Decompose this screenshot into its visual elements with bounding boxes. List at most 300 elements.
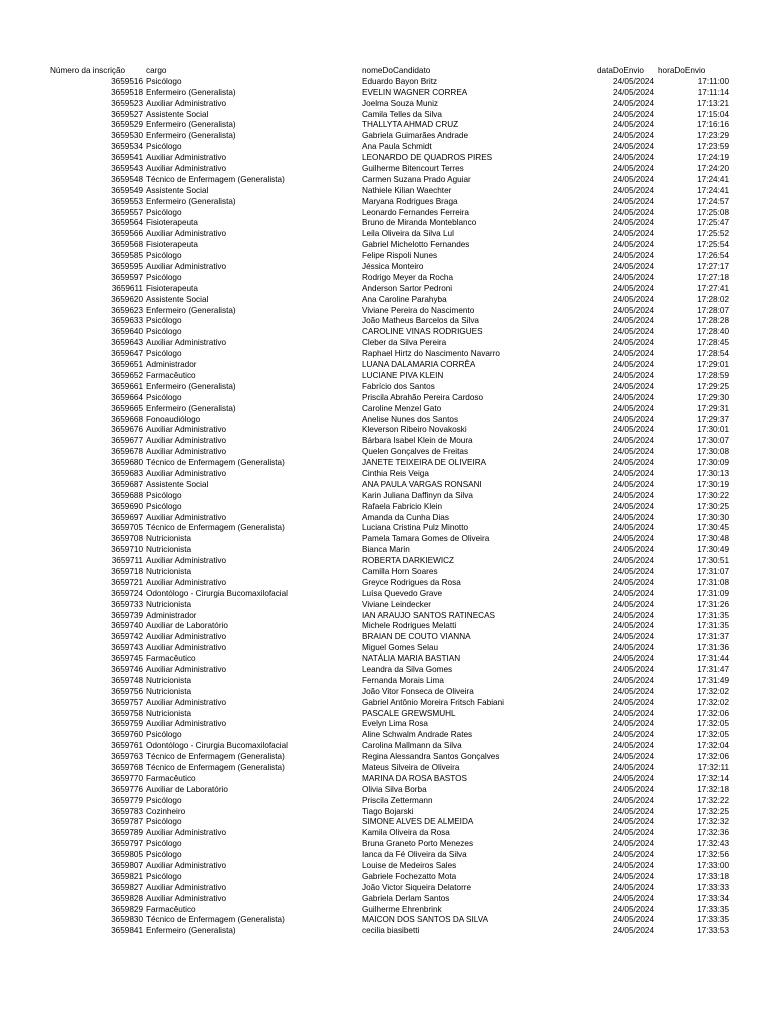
table-row (0, 545, 768, 556)
cell-hora: 17:32:02 (697, 686, 729, 696)
cell-cargo: Auxiliar Administrativo (146, 153, 227, 163)
table-row (0, 436, 768, 447)
cell-hora: 17:27:17 (697, 262, 729, 272)
cell-data: 24/05/2024 (613, 305, 654, 315)
cell-nome: Leonardo Fernandes Ferreira (362, 207, 469, 217)
cell-data: 24/05/2024 (613, 893, 654, 903)
cell-inscricao: 3659761 (111, 741, 143, 751)
cell-hora: 17:24:20 (697, 164, 729, 174)
cell-inscricao: 3659841 (111, 926, 143, 936)
cell-cargo: Nutricionista (146, 599, 192, 609)
cell-data: 24/05/2024 (613, 120, 654, 130)
cell-inscricao: 3659652 (111, 370, 143, 380)
cell-inscricao: 3659595 (111, 262, 143, 272)
cell-nome: ANA PAULA VARGAS RONSANI (362, 479, 482, 489)
table-row (0, 131, 768, 142)
cell-data: 24/05/2024 (613, 338, 654, 348)
cell-inscricao: 3659687 (111, 479, 143, 489)
cell-hora: 17:30:51 (697, 556, 729, 566)
cell-hora: 17:30:48 (697, 534, 729, 544)
cell-data: 24/05/2024 (613, 468, 654, 478)
cell-cargo: Fisioterapeuta (146, 218, 198, 228)
cell-inscricao: 3659797 (111, 839, 143, 849)
cell-data: 24/05/2024 (613, 882, 654, 892)
cell-cargo: Auxiliar Administrativo (146, 556, 227, 566)
cell-nome: ROBERTA DARKIEWICZ (362, 556, 455, 566)
table-row (0, 915, 768, 926)
table-row (0, 316, 768, 327)
cell-data: 24/05/2024 (613, 621, 654, 631)
cell-nome: Olivia Silva Borba (362, 784, 427, 794)
cell-cargo: Auxiliar Administrativo (146, 697, 227, 707)
table-row (0, 240, 768, 251)
cell-hora: 17:31:44 (697, 654, 729, 664)
cell-nome: CAROLINE VINAS RODRIGUES (362, 327, 483, 337)
cell-data: 24/05/2024 (613, 218, 654, 228)
cell-nome: Priscila Abrahão Pereira Cardoso (362, 392, 484, 402)
cell-cargo: Auxiliar Administrativo (146, 229, 227, 239)
cell-data: 24/05/2024 (613, 185, 654, 195)
cell-data: 24/05/2024 (613, 523, 654, 533)
cell-inscricao: 3659677 (111, 436, 143, 446)
cell-nome: Viviane Pereira do Nascimento (362, 305, 475, 315)
cell-inscricao: 3659789 (111, 828, 143, 838)
table-row (0, 382, 768, 393)
cell-nome: Miguel Gomes Selau (362, 643, 438, 653)
cell-data: 24/05/2024 (613, 294, 654, 304)
cell-hora: 17:32:14 (697, 773, 729, 783)
table-body (0, 77, 768, 937)
cell-nome: Viviane Leindecker (362, 599, 432, 609)
cell-cargo: Farmacêutico (146, 904, 196, 914)
table-row (0, 894, 768, 905)
cell-data: 24/05/2024 (613, 458, 654, 468)
cell-hora: 17:31:26 (697, 599, 729, 609)
table-row (0, 469, 768, 480)
cell-cargo: Fisioterapeuta (146, 283, 198, 293)
table-row (0, 491, 768, 502)
cell-data: 24/05/2024 (613, 436, 654, 446)
cell-nome: Tiago Bojarski (362, 806, 414, 816)
cell-nome: Gabriele Fochezatto Mota (362, 871, 457, 881)
table-row (0, 861, 768, 872)
cell-nome: Amanda da Cunha Dias (362, 512, 449, 522)
cell-data: 24/05/2024 (613, 316, 654, 326)
table-row (0, 763, 768, 774)
cell-nome: Greyce Rodrigues da Rosa (362, 577, 461, 587)
table-row (0, 229, 768, 240)
cell-hora: 17:30:08 (697, 447, 729, 457)
cell-hora: 17:32:11 (697, 763, 729, 772)
cell-hora: 17:16:16 (697, 120, 729, 130)
cell-cargo: Psicólogo (146, 207, 182, 217)
cell-inscricao: 3659529 (111, 120, 143, 130)
cell-data: 24/05/2024 (613, 98, 654, 108)
cell-nome: Joelma Souza Muniz (362, 98, 438, 108)
table-row (0, 709, 768, 720)
cell-cargo: Auxiliar Administrativo (146, 512, 227, 522)
cell-cargo: Nutricionista (146, 566, 192, 576)
header-data: dataDoEnvio (597, 66, 644, 75)
cell-hora: 17:32:32 (697, 817, 729, 827)
cell-cargo: Técnico de Enfermagem (Generalista) (146, 752, 285, 762)
cell-data: 24/05/2024 (613, 664, 654, 674)
cell-data: 24/05/2024 (613, 730, 654, 740)
cell-inscricao: 3659548 (111, 174, 143, 184)
cell-cargo: Técnico de Enfermagem (Generalista) (146, 763, 285, 772)
cell-data: 24/05/2024 (613, 915, 654, 925)
cell-data: 24/05/2024 (613, 861, 654, 871)
cell-inscricao: 3659746 (111, 664, 143, 674)
cell-cargo: Administrador (146, 360, 197, 370)
cell-inscricao: 3659597 (111, 272, 143, 282)
table-row (0, 120, 768, 131)
cell-data: 24/05/2024 (613, 512, 654, 522)
table-row (0, 687, 768, 698)
table-row (0, 77, 768, 88)
cell-nome: PASCALE GREWSMUHL (362, 708, 456, 718)
table-row (0, 752, 768, 763)
cell-cargo: Auxiliar Administrativo (146, 861, 227, 871)
cell-cargo: Psicólogo (146, 142, 182, 152)
cell-cargo: Psicólogo (146, 501, 182, 511)
cell-hora: 17:32:05 (697, 730, 729, 740)
table-row (0, 741, 768, 752)
cell-cargo: Assistente Social (146, 109, 209, 119)
cell-nome: NATÁLIA MARIA BASTIAN (362, 654, 461, 664)
cell-data: 24/05/2024 (613, 76, 654, 86)
cell-data: 24/05/2024 (613, 599, 654, 609)
cell-inscricao: 3659718 (111, 566, 143, 576)
cell-cargo: Auxiliar Administrativo (146, 164, 227, 174)
cell-hora: 17:28:28 (697, 316, 729, 326)
cell-cargo: Farmacêutico (146, 654, 196, 664)
cell-data: 24/05/2024 (613, 719, 654, 729)
table-row (0, 393, 768, 404)
cell-hora: 17:32:36 (697, 828, 729, 838)
cell-cargo: Auxiliar Administrativo (146, 338, 227, 348)
cell-data: 24/05/2024 (613, 327, 654, 337)
cell-cargo: Auxiliar de Laboratório (146, 784, 228, 794)
cell-nome: Luciana Cristina Pulz Minotto (362, 523, 469, 533)
cell-nome: Caroline Menzel Gato (362, 403, 442, 413)
cell-inscricao: 3659742 (111, 632, 143, 642)
cell-inscricao: 3659721 (111, 577, 143, 587)
table-row (0, 458, 768, 469)
cell-hora: 17:32:43 (697, 839, 729, 849)
cell-data: 24/05/2024 (613, 686, 654, 696)
cell-inscricao: 3659807 (111, 861, 143, 871)
cell-inscricao: 3659768 (111, 763, 143, 772)
table-row (0, 719, 768, 730)
cell-data: 24/05/2024 (613, 153, 654, 163)
table-row (0, 534, 768, 545)
cell-data: 24/05/2024 (613, 501, 654, 511)
cell-nome: LUANA DALAMARIA CORRÊA (362, 360, 476, 370)
cell-cargo: Auxiliar Administrativo (146, 98, 227, 108)
cell-inscricao: 3659759 (111, 719, 143, 729)
cell-cargo: Psicólogo (146, 349, 182, 359)
cell-cargo: Farmacêutico (146, 773, 196, 783)
table-row (0, 611, 768, 622)
cell-cargo: Psicólogo (146, 871, 182, 881)
cell-hora: 17:11:00 (697, 76, 729, 86)
table-row (0, 774, 768, 785)
cell-data: 24/05/2024 (613, 164, 654, 174)
cell-inscricao: 3659623 (111, 305, 143, 315)
table-row (0, 621, 768, 632)
cell-inscricao: 3659829 (111, 904, 143, 914)
cell-nome: Kleverson Ribeiro Novakoski (362, 425, 467, 435)
cell-data: 24/05/2024 (613, 109, 654, 119)
table-row (0, 306, 768, 317)
cell-inscricao: 3659821 (111, 871, 143, 881)
cell-inscricao: 3659518 (111, 87, 143, 97)
cell-inscricao: 3659611 (111, 283, 143, 293)
cell-hora: 17:32:22 (697, 795, 729, 805)
cell-nome: Guilherme Ehrenbrink (362, 904, 442, 914)
cell-nome: Bruna Graneto Porto Menezes (362, 839, 474, 849)
cell-data: 24/05/2024 (613, 479, 654, 489)
cell-hora: 17:33:35 (697, 904, 729, 914)
cell-hora: 17:32:02 (697, 697, 729, 707)
cell-hora: 17:30:22 (697, 490, 729, 500)
cell-hora: 17:32:05 (697, 719, 729, 729)
table-row (0, 513, 768, 524)
cell-inscricao: 3659564 (111, 218, 143, 228)
cell-hora: 17:30:19 (697, 479, 729, 489)
cell-cargo: Psicólogo (146, 272, 182, 282)
cell-cargo: Auxiliar Administrativo (146, 828, 227, 838)
cell-nome: Anelise Nunes dos Santos (362, 414, 459, 424)
cell-inscricao: 3659523 (111, 98, 143, 108)
cell-data: 24/05/2024 (613, 425, 654, 435)
cell-hora: 17:30:07 (697, 436, 729, 446)
cell-inscricao: 3659530 (111, 131, 143, 141)
cell-nome: João Matheus Barcelos da Silva (362, 316, 479, 326)
cell-hora: 17:31:49 (697, 675, 729, 685)
cell-hora: 17:32:18 (697, 784, 729, 794)
cell-hora: 17:29:31 (697, 403, 729, 413)
cell-hora: 17:28:40 (697, 327, 729, 337)
cell-cargo: Fisioterapeuta (146, 240, 198, 250)
cell-cargo: Psicólogo (146, 316, 182, 326)
cell-data: 24/05/2024 (613, 577, 654, 587)
cell-hora: 17:24:19 (697, 153, 729, 163)
cell-inscricao: 3659651 (111, 360, 143, 370)
cell-nome: Rodrigo Meyer da Rocha (362, 272, 454, 282)
cell-inscricao: 3659733 (111, 599, 143, 609)
cell-cargo: Auxiliar Administrativo (146, 664, 227, 674)
cell-nome: João Victor Siqueira Delatorre (362, 882, 472, 892)
cell-data: 24/05/2024 (613, 196, 654, 206)
cell-hora: 17:30:01 (697, 425, 729, 435)
cell-cargo: Técnico de Enfermagem (Generalista) (146, 458, 285, 468)
cell-nome: Gabriel Michelotto Fernandes (362, 240, 470, 250)
cell-nome: Leandra da Silva Gomes (362, 664, 453, 674)
cell-nome: MAICON DOS SANTOS DA SILVA (362, 915, 489, 925)
cell-inscricao: 3659534 (111, 142, 143, 152)
cell-data: 24/05/2024 (613, 839, 654, 849)
cell-nome: Camilla Horn Soares (362, 566, 438, 576)
cell-nome: Ana Paula Schmidt (362, 142, 432, 152)
cell-hora: 17:25:08 (697, 207, 729, 217)
cell-data: 24/05/2024 (613, 556, 654, 566)
cell-nome: Gabriela Guimarães Andrade (362, 131, 469, 141)
cell-data: 24/05/2024 (613, 675, 654, 685)
cell-data: 24/05/2024 (613, 763, 654, 772)
table-row (0, 828, 768, 839)
cell-nome: Cinthia Reis Veiga (362, 468, 429, 478)
cell-inscricao: 3659697 (111, 512, 143, 522)
cell-inscricao: 3659724 (111, 588, 143, 598)
cell-cargo: Psicólogo (146, 850, 182, 860)
cell-hora: 17:23:59 (697, 142, 729, 152)
cell-inscricao: 3659705 (111, 523, 143, 533)
cell-hora: 17:33:53 (697, 926, 729, 936)
header-cargo: cargo (146, 66, 167, 75)
table-row (0, 480, 768, 491)
cell-hora: 17:31:08 (697, 577, 729, 587)
cell-inscricao: 3659543 (111, 164, 143, 174)
cell-hora: 17:23:29 (697, 131, 729, 141)
cell-hora: 17:29:01 (697, 360, 729, 370)
cell-cargo: Enfermeiro (Generalista) (146, 305, 236, 315)
table-row (0, 99, 768, 110)
cell-hora: 17:33:34 (697, 893, 729, 903)
cell-inscricao: 3659739 (111, 610, 143, 620)
cell-nome: Guilherme Bitencourt Terres (362, 164, 464, 174)
cell-hora: 17:30:49 (697, 545, 729, 555)
cell-hora: 17:24:41 (697, 185, 729, 195)
cell-nome: Louise de Medeiros Sales (362, 861, 457, 871)
table-row (0, 883, 768, 894)
cell-cargo: Assistente Social (146, 185, 209, 195)
cell-inscricao: 3659770 (111, 773, 143, 783)
cell-data: 24/05/2024 (613, 632, 654, 642)
cell-hora: 17:25:47 (697, 218, 729, 228)
cell-hora: 17:29:30 (697, 392, 729, 402)
cell-nome: Aline Schwalm Andrade Rates (362, 730, 473, 740)
cell-cargo: Odontólogo - Cirurgia Bucomaxilofacial (146, 588, 288, 598)
cell-inscricao: 3659827 (111, 882, 143, 892)
cell-inscricao: 3659763 (111, 752, 143, 762)
cell-data: 24/05/2024 (613, 262, 654, 272)
cell-nome: MARINA DA ROSA BASTOS (362, 773, 467, 783)
cell-data: 24/05/2024 (613, 534, 654, 544)
cell-nome: Ana Caroline Parahyba (362, 294, 447, 304)
cell-nome: Jéssica Monteiro (362, 262, 424, 272)
cell-data: 24/05/2024 (613, 795, 654, 805)
cell-data: 24/05/2024 (613, 926, 654, 936)
cell-cargo: Nutricionista (146, 686, 192, 696)
cell-cargo: Auxiliar de Laboratório (146, 621, 228, 631)
table-row (0, 349, 768, 360)
cell-hora: 17:29:37 (697, 414, 729, 424)
cell-data: 24/05/2024 (613, 381, 654, 391)
cell-hora: 17:32:04 (697, 741, 729, 751)
cell-nome: THALLYTA AHMAD CRUZ (362, 120, 459, 130)
cell-inscricao: 3659783 (111, 806, 143, 816)
table-row (0, 850, 768, 861)
cell-nome: Felipe Rispoli Nunes (362, 251, 438, 261)
cell-cargo: Psicólogo (146, 392, 182, 402)
cell-cargo: Psicólogo (146, 251, 182, 261)
cell-nome: Rafaela Fabricio Klein (362, 501, 443, 511)
cell-nome: Mateus Silveira de Oliveira (362, 763, 460, 772)
cell-hora: 17:11:14 (697, 87, 729, 97)
cell-inscricao: 3659643 (111, 338, 143, 348)
cell-inscricao: 3659708 (111, 534, 143, 544)
cell-inscricao: 3659640 (111, 327, 143, 337)
cell-nome: Bianca Marin (362, 545, 410, 555)
cell-hora: 17:33:00 (697, 861, 729, 871)
cell-inscricao: 3659690 (111, 501, 143, 511)
table-row (0, 338, 768, 349)
cell-inscricao: 3659688 (111, 490, 143, 500)
header-inscricao: Número da inscrição (50, 66, 126, 75)
cell-cargo: Enfermeiro (Generalista) (146, 403, 236, 413)
cell-cargo: Enfermeiro (Generalista) (146, 926, 236, 936)
cell-hora: 17:15:04 (697, 109, 729, 119)
cell-data: 24/05/2024 (613, 392, 654, 402)
cell-cargo: Técnico de Enfermagem (Generalista) (146, 915, 285, 925)
cell-cargo: Cozinheiro (146, 806, 186, 816)
table-row (0, 807, 768, 818)
cell-cargo: Técnico de Enfermagem (Generalista) (146, 174, 285, 184)
cell-inscricao: 3659710 (111, 545, 143, 555)
cell-hora: 17:28:59 (697, 370, 729, 380)
header-nome: nomeDoCandidato (362, 66, 431, 75)
table-row (0, 632, 768, 643)
table-row (0, 447, 768, 458)
cell-nome: Fernanda Morais Lima (362, 675, 444, 685)
cell-data: 24/05/2024 (613, 784, 654, 794)
cell-cargo: Auxiliar Administrativo (146, 577, 227, 587)
cell-inscricao: 3659568 (111, 240, 143, 250)
cell-data: 24/05/2024 (613, 240, 654, 250)
table-row (0, 218, 768, 229)
table-row (0, 284, 768, 295)
table-row (0, 578, 768, 589)
cell-nome: Luísa Quevedo Grave (362, 588, 443, 598)
cell-nome: Carmen Suzana Prado Aguiar (362, 174, 471, 184)
cell-cargo: Auxiliar Administrativo (146, 436, 227, 446)
cell-data: 24/05/2024 (613, 610, 654, 620)
table-row (0, 371, 768, 382)
table-row (0, 556, 768, 567)
cell-nome: EVELIN WAGNER CORREA (362, 87, 468, 97)
cell-cargo: Nutricionista (146, 534, 192, 544)
table-row (0, 839, 768, 850)
cell-hora: 17:32:06 (697, 708, 729, 718)
cell-data: 24/05/2024 (613, 697, 654, 707)
cell-data: 24/05/2024 (613, 806, 654, 816)
cell-cargo: Enfermeiro (Generalista) (146, 120, 236, 130)
cell-hora: 17:31:36 (697, 643, 729, 653)
table-row (0, 589, 768, 600)
cell-data: 24/05/2024 (613, 207, 654, 217)
cell-data: 24/05/2024 (613, 588, 654, 598)
cell-hora: 17:28:02 (697, 294, 729, 304)
cell-cargo: Auxiliar Administrativo (146, 262, 227, 272)
cell-hora: 17:27:18 (697, 272, 729, 282)
table-row (0, 926, 768, 937)
cell-inscricao: 3659776 (111, 784, 143, 794)
cell-cargo: Fonoaudiólogo (146, 414, 201, 424)
table-row (0, 796, 768, 807)
cell-data: 24/05/2024 (613, 741, 654, 751)
